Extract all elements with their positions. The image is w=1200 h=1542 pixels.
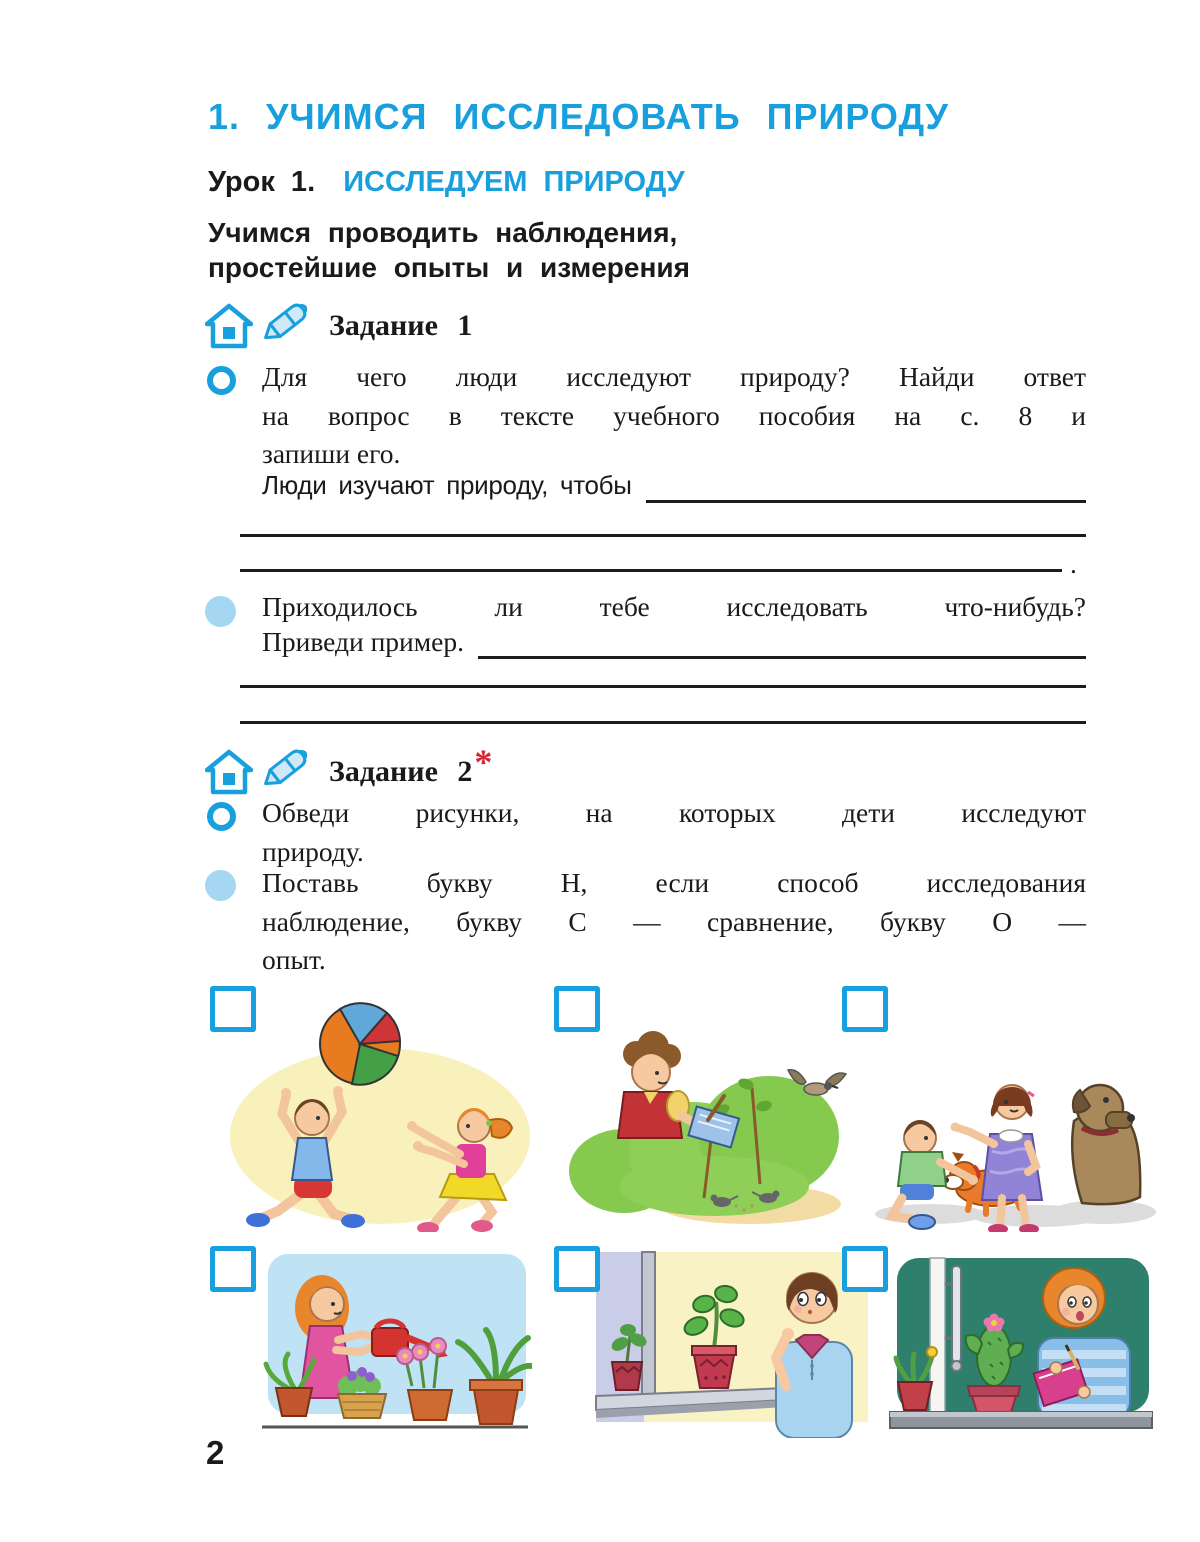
task1-title: Задание 1	[329, 309, 473, 342]
picture-girl-watering-plants[interactable]	[210, 1246, 532, 1438]
picture-checkbox-6[interactable]	[842, 1246, 888, 1292]
lesson-heading	[208, 166, 685, 199]
illustration-boy-comparing-plants	[554, 1246, 876, 1438]
answer-blank-line[interactable]	[240, 721, 1086, 724]
task1-question1-text: Для чего люди исследуют природу? Найди ответ на вопрос в тексте учебного пособия на с. 8 и запиши его.	[262, 361, 1086, 469]
task1-header	[205, 300, 472, 352]
bullet-circle-filled	[205, 870, 236, 901]
task1-question2-row	[262, 626, 1086, 664]
answer-prefix: Люди изучают природу, чтобы	[262, 470, 632, 500]
bullet-circle-outline	[207, 802, 236, 831]
illustration-kids-measuring-dogs	[842, 986, 1164, 1232]
task2-bullet2-text: Поставь букву Н, если способ исследования наблюдение, букву С — сравнение, букву О — опыт.	[262, 867, 1086, 975]
illustration-boy-observing-bush	[554, 986, 876, 1232]
home-icon	[205, 749, 253, 795]
answer-blank-line[interactable]	[240, 569, 1062, 572]
picture-checkbox-2[interactable]	[554, 986, 600, 1032]
picture-boy-comparing-plants[interactable]	[554, 1246, 876, 1438]
lesson-label: Урок 1.	[208, 166, 316, 198]
task2-header	[205, 742, 493, 798]
picture-checkbox-5[interactable]	[554, 1246, 600, 1292]
bullet-circle-filled	[205, 596, 236, 627]
answer-blank-line[interactable]	[478, 626, 1086, 659]
lesson-subtitle	[208, 215, 690, 285]
pen-icon	[259, 746, 315, 798]
answer-blank-line[interactable]	[240, 685, 1086, 688]
task1-question2-line1: Приходилось ли тебе исследовать что-нибудь?	[262, 591, 1086, 622]
subtitle-line-1: Учимся проводить наблюдения,	[208, 217, 678, 248]
chapter-title: 1. УЧИМСЯ ИССЛЕДОВАТЬ ПРИРОДУ	[208, 96, 949, 137]
task2-title: Задание 2	[329, 755, 473, 788]
bullet-circle-outline	[207, 366, 236, 395]
sentence-period: .	[1070, 548, 1077, 579]
task2-asterisk: *	[474, 742, 493, 782]
picture-checkbox-3[interactable]	[842, 986, 888, 1032]
picture-checkbox-1[interactable]	[210, 986, 256, 1032]
lesson-title: ИССЛЕДУЕМ ПРИРОДУ	[343, 166, 685, 198]
illustration-kids-playing-ball	[210, 986, 532, 1232]
picture-boy-observing-bush[interactable]	[554, 986, 876, 1232]
task1-question2-line2: Приведи пример.	[262, 626, 464, 657]
task1-answer-row	[262, 470, 1086, 508]
task2-bullet1-text: Обведи рисунки, на которых дети исследуют природу.	[262, 797, 1086, 867]
illustration-girl-watering-plants	[210, 1246, 532, 1438]
page-number: 2	[206, 1434, 225, 1471]
answer-blank-line[interactable]	[646, 470, 1086, 503]
subtitle-line-2: простейшие опыты и измерения	[208, 252, 690, 283]
illustration-girl-notes-cactus	[842, 1246, 1164, 1438]
pen-icon	[259, 300, 315, 352]
picture-girl-notes-cactus[interactable]	[842, 1246, 1164, 1438]
picture-kids-playing-ball[interactable]	[210, 986, 532, 1232]
picture-kids-measuring-dogs[interactable]	[842, 986, 1164, 1232]
picture-checkbox-4[interactable]	[210, 1246, 256, 1292]
answer-blank-line[interactable]	[240, 534, 1086, 537]
home-icon	[205, 303, 253, 349]
